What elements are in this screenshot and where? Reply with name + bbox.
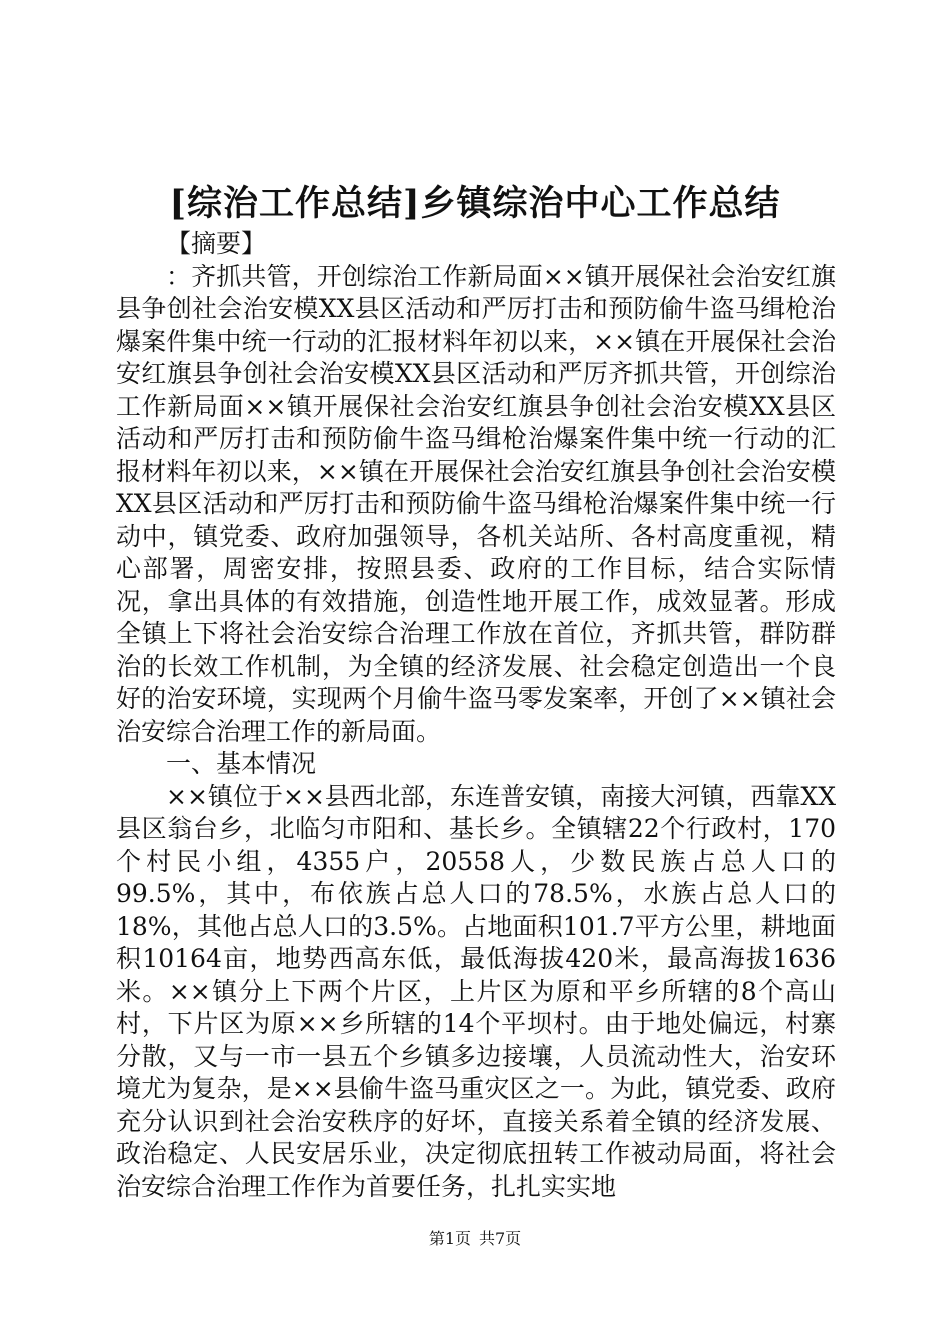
page-number-current: 第1页 xyxy=(428,1229,471,1248)
section-paragraph-basic-situation: ××镇位于××县西北部，东连普安镇，南接大河镇，西靠XX县区翁台乡，北临匀市阳和、基长乡。全镇辖22个行政村，170个村民小组，4355户，20558人，少数民族占总人口的99.5%，其中，布依族占总人口的78.5%，水族占总人口的18%，其他占总人口的3.5%。占地面积101.7平方公里，耕地面积10164亩，地势西高东低，最低海拔420米，最高海拔1636米。××镇分上下两个片区，上片区为原和平乡所辖的8个高山村，下片区为原××乡所辖的14个平坝村。由于地处偏远，村寨分散，又与一市一县五个乡镇多边接壤，人员流动性大，治安环境尤为复杂，是××县偷牛盗马重灾区之一。为此，镇党委、政府充分认识到社会治安秩序的好坏，直接关系着全镇的经济发展、政治稳定、人民安居乐业，决定彻底扭转工作被动局面，将社会治安综合治理工作作为首要任务，扎扎实实地 xyxy=(116,781,836,1201)
abstract-paragraph: ：齐抓共管，开创综治工作新局面××镇开展保社会治安红旗县争创社会治安模XX县区活动和严厉打击和预防偷牛盗马缉枪治爆案件集中统一行动的汇报材料年初以来，××镇在开展保社会治安红旗县争创社会治安模XX县区活动和严厉齐抓共管，开创综治工作新局面××镇开展保社会治安红旗县争创社会治安模XX县区活动和严厉打击和预防偷牛盗马缉枪治爆案件集中统一行动的汇报材料年初以来，××镇在开展保社会治安红旗县争创社会治安模XX县区活动和严厉打击和预防偷牛盗马缉枪治爆案件集中统一行动中，镇党委、政府加强领导，各机关站所、各村高度重视，精心部署，周密安排，按照县委、政府的工作目标，结合实际情况，拿出具体的有效措施，创造性地开展工作，成效显著。形成全镇上下将社会治安综合治理工作放在首位，齐抓共管，群防群治的长效工作机制，为全镇的经济发展、社会稳定创造出一个良好的治安环境，实现两个月偷牛盗马零发案率，开创了××镇社会治安综合治理工作的新局面。 xyxy=(116,261,836,746)
page-footer xyxy=(0,1228,950,1250)
page-number-total: 共7页 xyxy=(479,1229,522,1248)
abstract-label: 【摘要】 xyxy=(166,229,267,258)
section-heading-basic-situation: 一、基本情况 xyxy=(166,749,317,778)
document-body xyxy=(116,228,836,1203)
document-title: [综治工作总结]乡镇综治中心工作总结 xyxy=(169,183,781,224)
